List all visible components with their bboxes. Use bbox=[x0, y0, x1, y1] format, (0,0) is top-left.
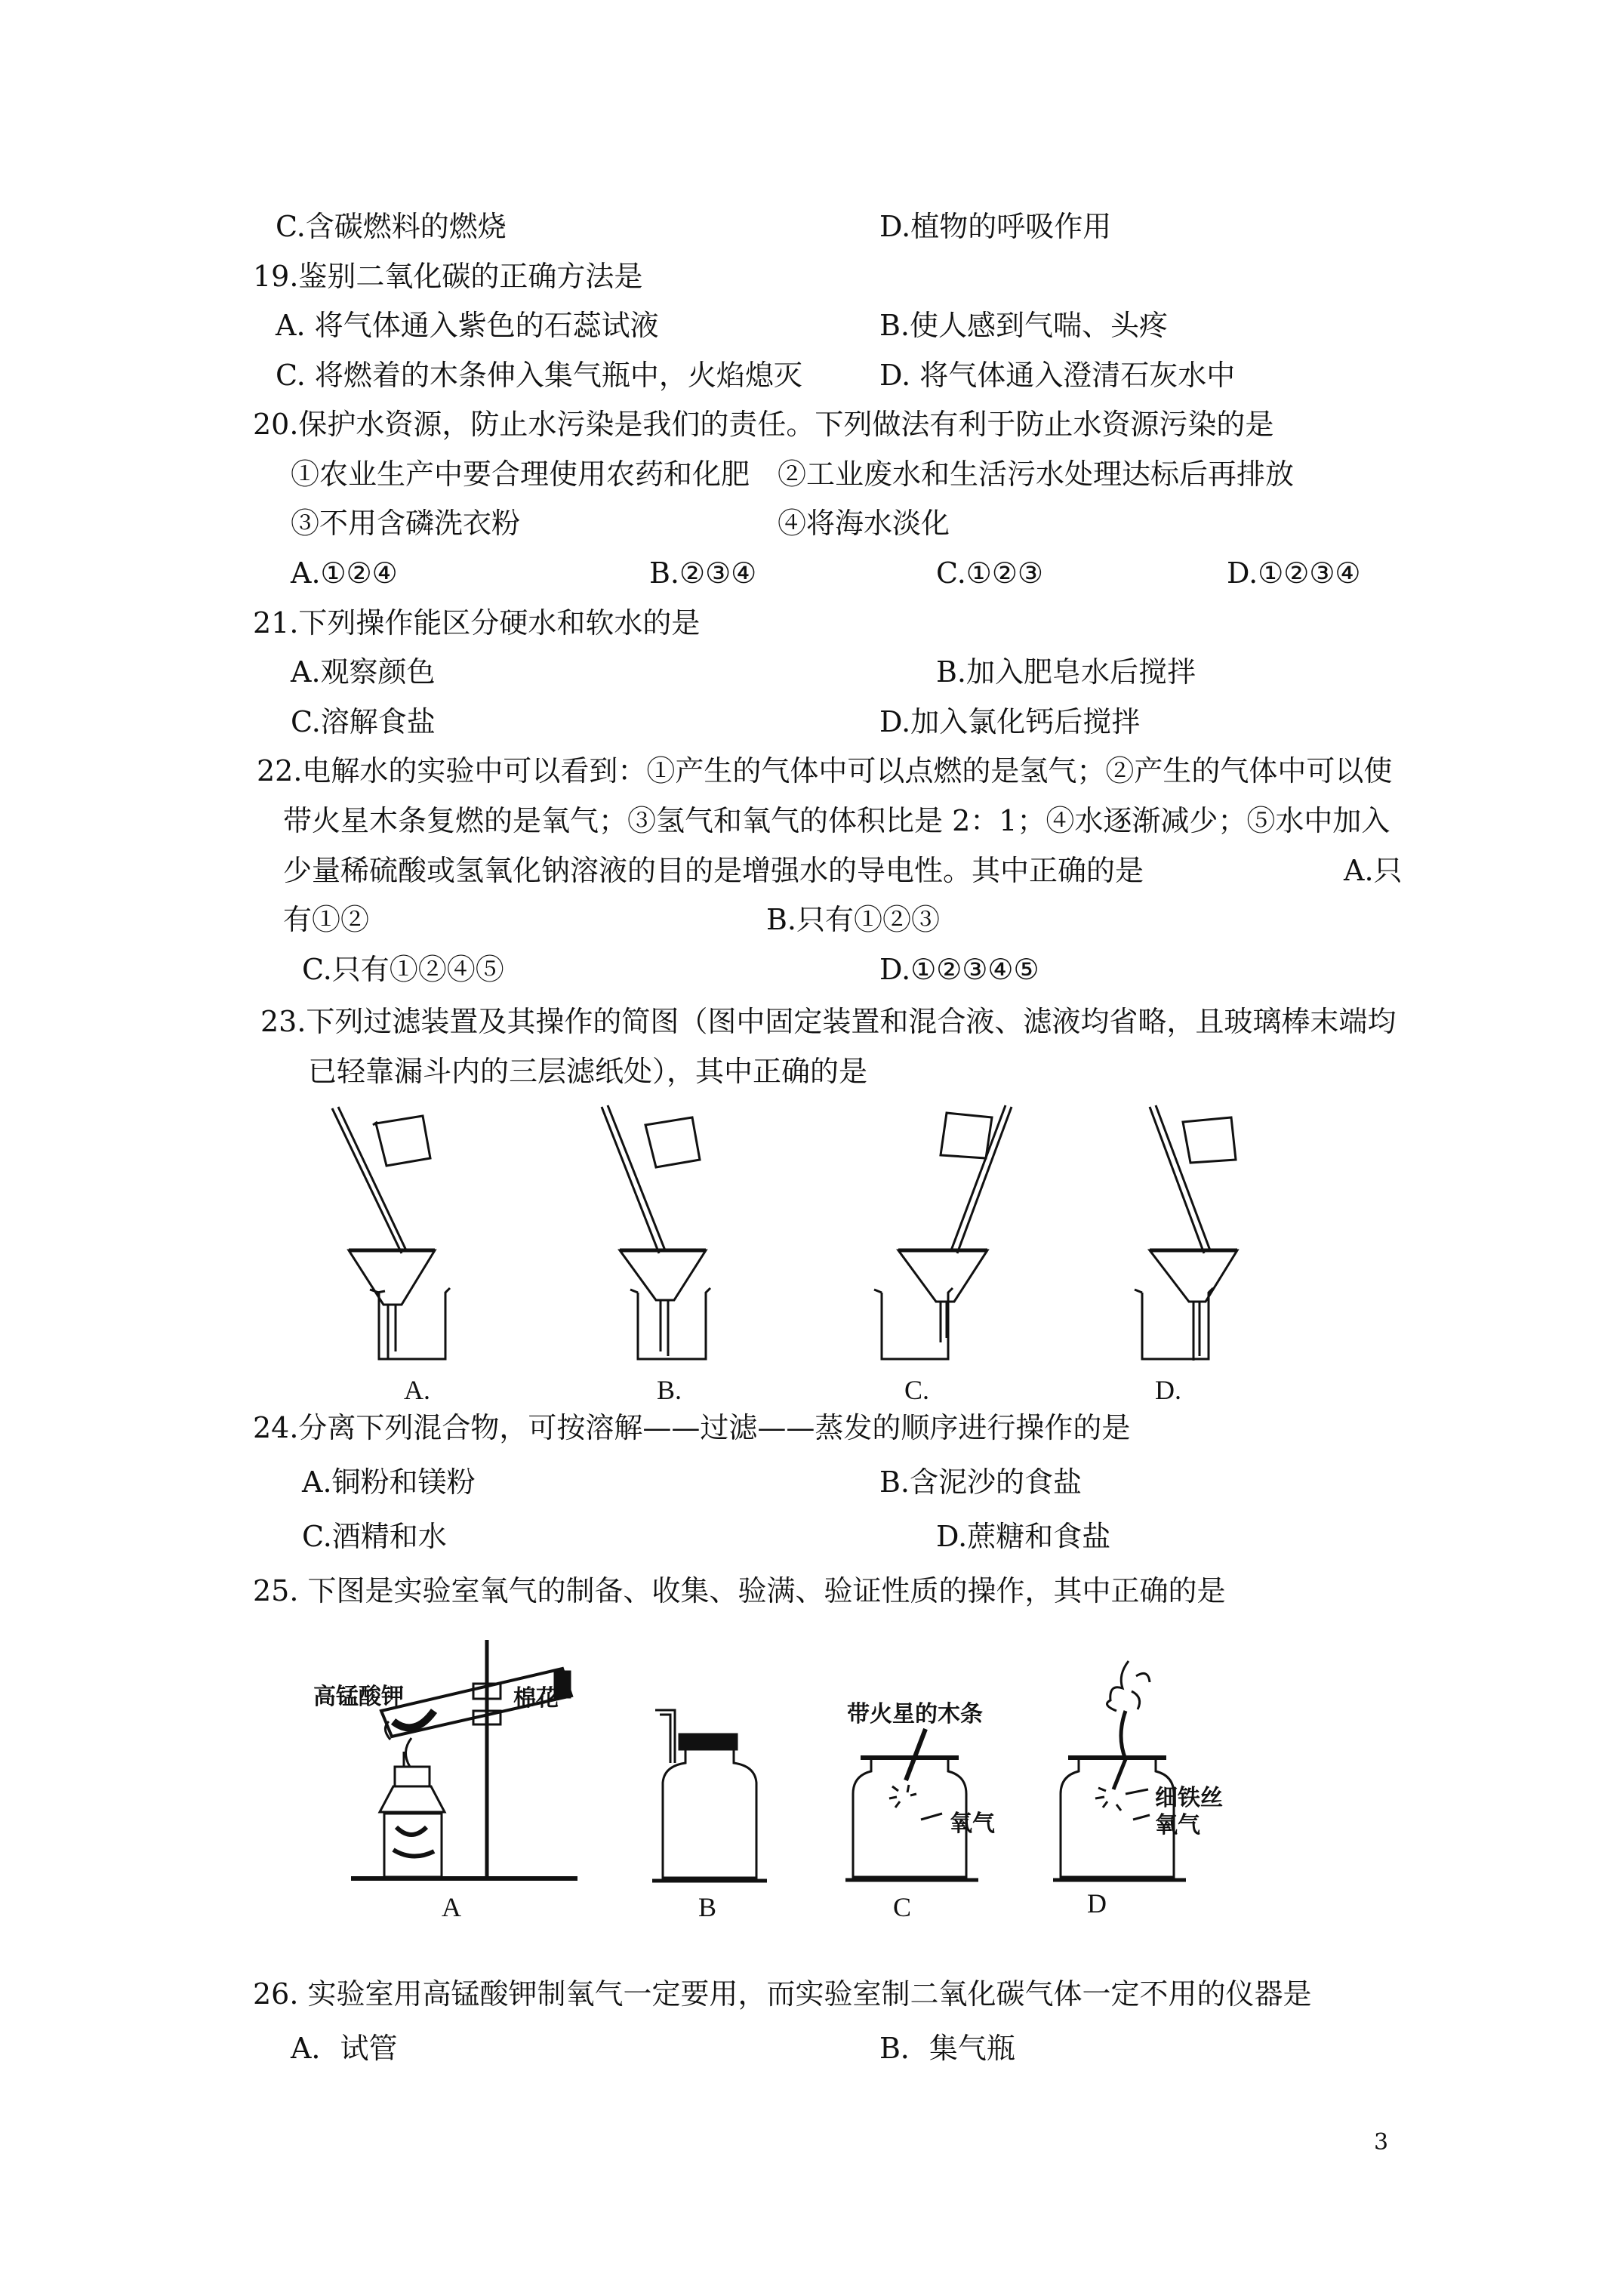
q25-label-a: A bbox=[442, 1892, 461, 1922]
q25-figure-d bbox=[1053, 1661, 1204, 1888]
q22-line-1: 22.电解水的实验中可以看到：①产生的气体中可以点燃的是氢气；②产生的气体中可以使 bbox=[257, 754, 1393, 787]
q24-option-d: D.蔗糖和食盐 bbox=[936, 1520, 1111, 1553]
q26-stem: 26. 实验室用高锰酸钾制氧气一定要用，而实验室制二氧化碳气体一定不用的仪器是 bbox=[253, 1977, 1312, 2011]
q26-option-b: B．集气瓶 bbox=[879, 2032, 1015, 2065]
q23-figure-c bbox=[868, 1102, 1019, 1367]
q25-fig-d-label-iron-wire: 细铁丝 bbox=[1155, 1785, 1223, 1811]
page-number: 3 bbox=[1374, 2129, 1389, 2156]
q24-option-b: B.含泥沙的食盐 bbox=[879, 1465, 1083, 1499]
q25-fig-a-label-cotton: 棉花 bbox=[513, 1685, 559, 1712]
q25-label-c: C bbox=[893, 1892, 912, 1922]
q19-option-b: B.使人感到气喘、头疼 bbox=[879, 309, 1169, 342]
q20-option-d: D.①②③④ bbox=[1227, 556, 1361, 590]
q19-option-c: C. 将燃着的木条伸入集气瓶中，火焰熄灭 bbox=[276, 359, 802, 392]
q22-option-d: D.①②③④⑤ bbox=[879, 953, 1039, 986]
q19-option-a: A. 将气体通入紫色的石蕊试液 bbox=[276, 309, 659, 342]
q20-stem: 20.保护水资源，防止水污染是我们的责任。下列做法有利于防止水资源污染的是 bbox=[253, 408, 1274, 441]
q20-item-2: ②工业废水和生活污水处理达标后再排放 bbox=[778, 458, 1295, 491]
q21-option-d: D.加入氯化钙后搅拌 bbox=[879, 705, 1141, 738]
q24-option-c: C.酒精和水 bbox=[302, 1520, 447, 1553]
q25-fig-c-label-oxygen: 氧气 bbox=[950, 1811, 995, 1837]
q23-label-a: A. bbox=[404, 1375, 430, 1405]
q23-figure-d bbox=[1129, 1102, 1280, 1367]
q23-label-c: C. bbox=[904, 1375, 930, 1405]
q26-option-a: A．试管 bbox=[291, 2032, 398, 2065]
q25-figure-b bbox=[649, 1703, 770, 1891]
q23-label-d: D. bbox=[1155, 1375, 1181, 1405]
q19-stem: 19.鉴别二氧化碳的正确方法是 bbox=[253, 260, 643, 293]
q25-fig-c-label-splint: 带火星的木条 bbox=[847, 1701, 983, 1727]
q22-option-b: B.只有①②③ bbox=[766, 903, 941, 936]
q23-figure-b bbox=[593, 1102, 744, 1367]
q20-option-c: C.①②③ bbox=[936, 556, 1043, 590]
q20-item-4: ④将海水淡化 bbox=[778, 507, 950, 540]
q18-option-c: C.含碳燃料的燃烧 bbox=[276, 210, 507, 243]
q25-fig-a-label-kmno4: 高锰酸钾 bbox=[313, 1684, 404, 1710]
q18-option-d: D.植物的呼吸作用 bbox=[879, 210, 1112, 243]
q22-line-3: 少量稀硫酸或氢氧化钠溶液的目的是增强水的导电性。其中正确的是 bbox=[283, 854, 1144, 887]
q23-line-2: 已轻靠漏斗内的三层滤纸处），其中正确的是 bbox=[308, 1055, 868, 1088]
q25-stem: 25. 下图是实验室氧气的制备、收集、验满、验证性质的操作，其中正确的是 bbox=[253, 1574, 1226, 1607]
q19-option-d: D. 将气体通入澄清石灰水中 bbox=[879, 359, 1236, 392]
q23-label-b: B. bbox=[657, 1375, 682, 1405]
q25-label-b: B bbox=[698, 1892, 717, 1922]
q22-option-c: C.只有①②④⑤ bbox=[302, 953, 504, 986]
q20-item-1: ①农业生产中要合理使用农药和化肥 bbox=[291, 458, 750, 491]
q25-label-d: D bbox=[1087, 1888, 1107, 1918]
q25-figure-a bbox=[351, 1638, 593, 1888]
q21-option-c: C.溶解食盐 bbox=[291, 705, 436, 738]
q23-figure-a bbox=[317, 1102, 468, 1367]
q24-option-a: A.铜粉和镁粉 bbox=[302, 1465, 476, 1499]
q22-option-a-part1: A.只 bbox=[1344, 854, 1403, 887]
q21-option-a: A.观察颜色 bbox=[291, 655, 436, 689]
q25-fig-d-label-oxygen: 氧气 bbox=[1155, 1812, 1200, 1838]
q20-option-a: A.①②④ bbox=[291, 556, 398, 590]
q22-option-a-part2: 有①② bbox=[283, 903, 370, 936]
q21-stem: 21.下列操作能区分硬水和软水的是 bbox=[253, 606, 701, 639]
q24-stem: 24.分离下列混合物，可按溶解——过滤——蒸发的顺序进行操作的是 bbox=[253, 1411, 1131, 1444]
q22-line-2: 带火星木条复燃的是氧气；③氢气和氧气的体积比是 2：1；④水逐渐减少；⑤水中加入 bbox=[283, 804, 1390, 837]
q20-option-b: B.②③④ bbox=[649, 556, 757, 590]
q20-item-3: ③不用含磷洗衣粉 bbox=[291, 507, 521, 540]
q23-line-1: 23.下列过滤装置及其操作的简图（图中固定装置和混合液、滤液均省略，且玻璃棒末端均 bbox=[260, 1005, 1397, 1038]
q21-option-b: B.加入肥皂水后搅拌 bbox=[936, 655, 1196, 689]
